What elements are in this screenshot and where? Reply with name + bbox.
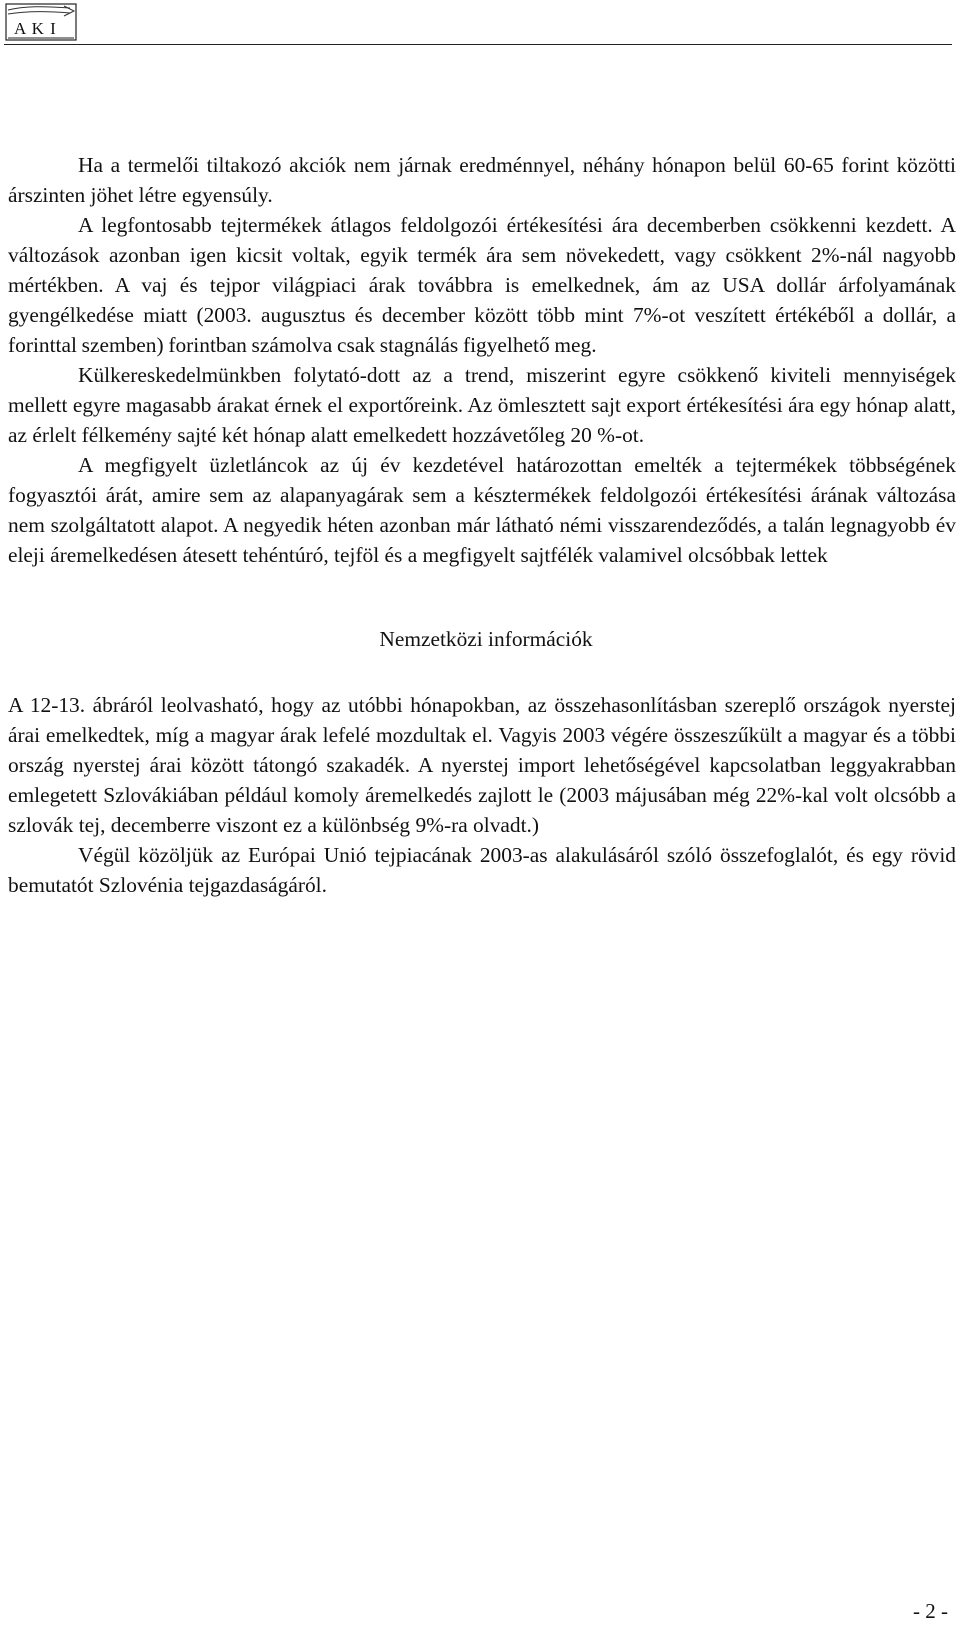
logo-text: A K I (14, 19, 57, 38)
paragraph-3: Külkereskedelmünkben folytató-dott az a trend, miszerint egyre csökkenő kiviteli mennyiségek mellett egyre magasabb árakat érnek el exportőreink. Az ömlesztett sajt export értékesítési ára egy hónap alatt, az érlelt félkemény sajté két hónap alatt emelkedett hozzávetőleg 20 %-ot. (8, 363, 956, 447)
page-number: - 2 - (913, 1599, 948, 1623)
paragraph-5: A 12-13. ábráról leolvasható, hogy az utóbbi hónapokban, az összehasonlításban szereplő országok nyerstej árai emelkedtek, míg a magyar árak lefelé mozdultak el. Vagyis 2003 végére összeszűkült a magyar és a többi ország nyerstej árai között tátongó szakadék. A nyerstej import lehetőségével kapcsolatban leggyakrabban emlegetett Szlovákiában például komoly áremelkedés zajlott le (2003 májusában még 22%-kal volt olcsóbb a szlovák tej, decemberre viszont ez a különbség 9%-ra olvadt.) (8, 693, 956, 837)
paragraph-6: Végül közöljük az Európai Unió tejpiacának 2003-as alakulásáról szóló összefoglalót, és egy rövid bemutatót Szlovénia tejgazdaságáról. (8, 843, 956, 897)
aki-logo-graphic (4, 2, 78, 42)
header-divider (4, 44, 952, 45)
paragraph-4: A megfigyelt üzletláncok az új év kezdetével határozottan emelték a tejtermékek többségének fogyasztói árát, amire sem az alapanyagárak sem a késztermékek feldolgozói értékesítési árának változása nem szolgáltatott alapot. A negyedik héten azonban már látható némi visszarendeződés, a talán legnagyobb év eleji áremelkedésen átesett tehéntúró, tejföl és a megfigyelt sajtfélék valamivel olcsóbbak lettek (8, 453, 956, 567)
document-body (8, 150, 956, 900)
paragraph-2: A legfontosabb tejtermékek átlagos feldolgozói értékesítési ára decemberben csökkenni kezdett. A változások azonban igen kicsit voltak, egyik termék ára sem növekedett, vagy csökkent 2%-nál nagyobb mértékben. A vaj és tejpor világpiaci árak továbbra is emelkednek, ám az USA dollár árfolyamának gyengélkedése miatt (2003. augusztus és december között több mint 7%-ot veszített értékéből a dollár, a forinttal szemben) forintban számolva csak stagnálás figyelhető meg. (8, 213, 956, 357)
aki-logo (4, 2, 78, 42)
section-heading: Nemzetközi információk (379, 627, 593, 651)
paragraph-1: Ha a termelői tiltakozó akciók nem járnak eredménnyel, néhány hónapon belül 60-65 forint közötti árszinten jöhet létre egyensúly. (8, 153, 956, 207)
